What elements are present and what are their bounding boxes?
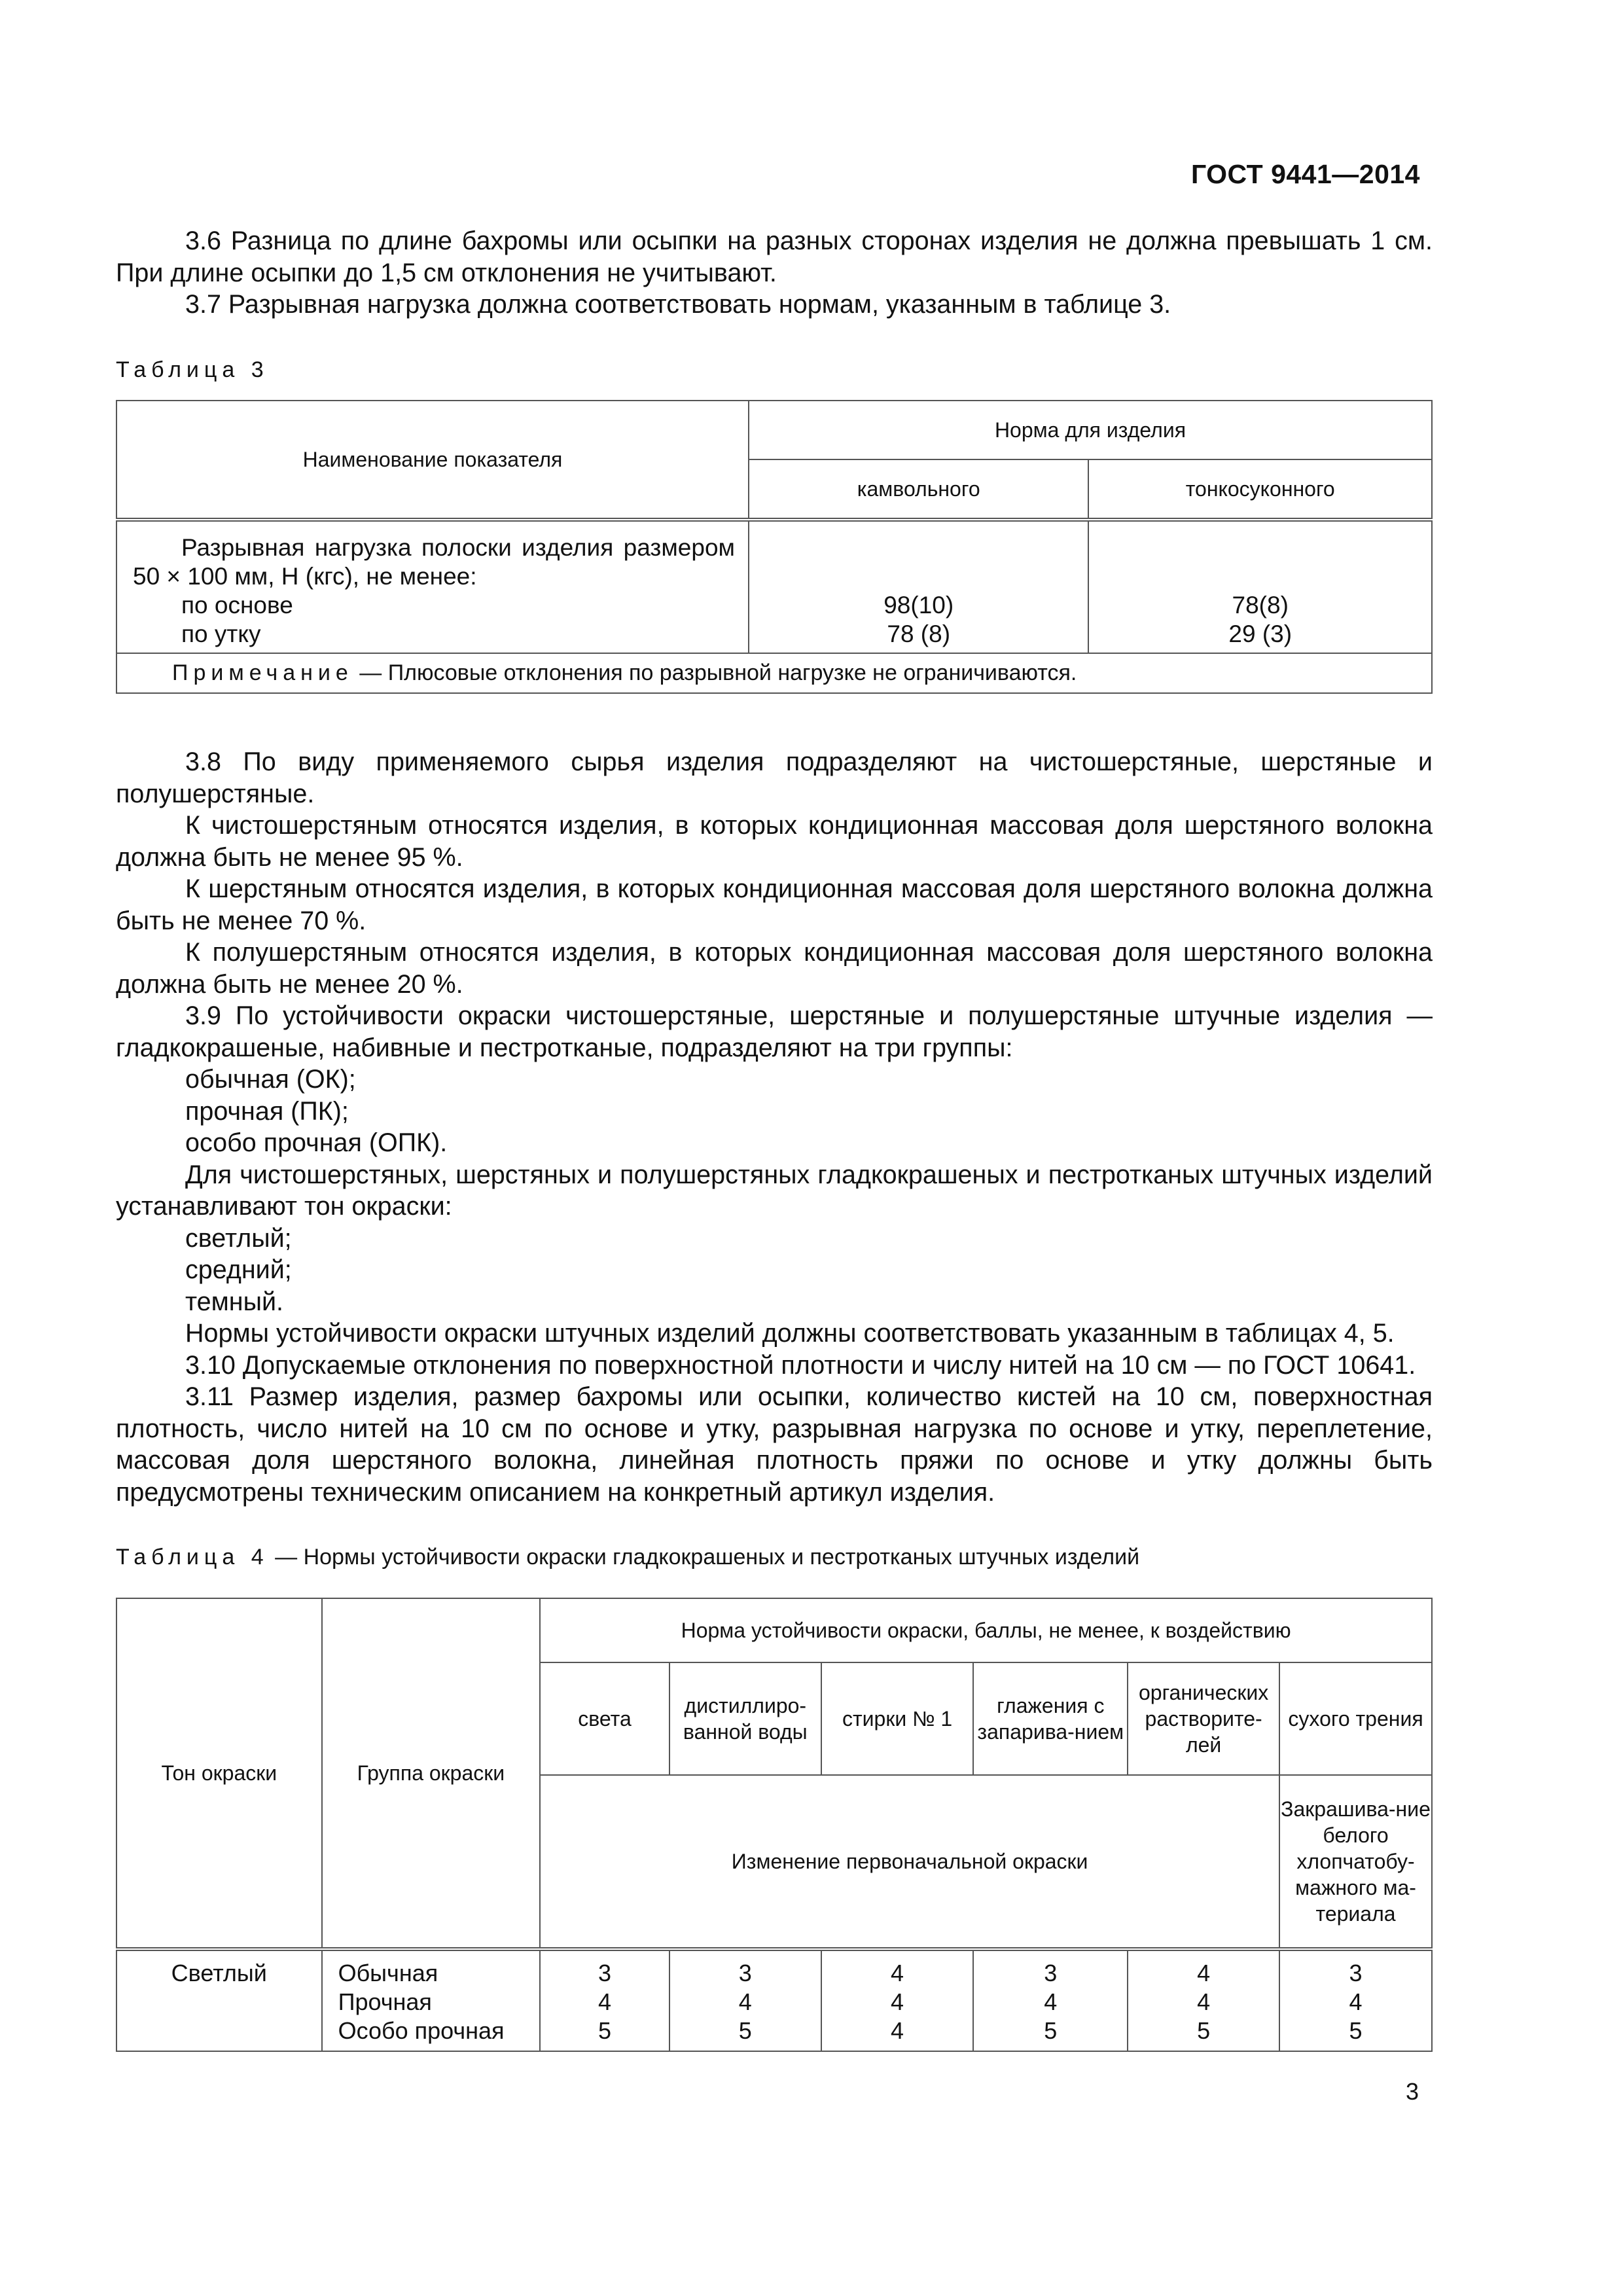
t4-group-opk: Особо прочная [338, 2017, 505, 2044]
t4-cell: 3 [738, 1960, 752, 1986]
paragraph-3-10: 3.10 Допускаемые отклонения по поверхностной плотности и числу нитей на 10 см — по ГОСТ 10641. [185, 1350, 1416, 1380]
t4-stain-label: Закрашива-ние белого хлопчатобу-мажного ма-териала [1279, 1775, 1432, 1949]
list-item-ok: обычная (ОК); [185, 1065, 356, 1094]
t4-cell: 5 [1044, 2017, 1058, 2044]
list-item-medium: средний; [185, 1255, 292, 1284]
t4-col-wash: стирки № 1 [821, 1662, 974, 1775]
t4-col-ironing: глажения с запарива-нием [973, 1662, 1128, 1775]
table4-caption-label: Таблица 4 [116, 1545, 269, 1570]
t4-col-light: света [540, 1662, 669, 1775]
t4-cell: 4 [1349, 1988, 1363, 2015]
list-item-light: светлый; [185, 1223, 292, 1253]
list-item-opk: особо прочная (ОПК). [185, 1128, 448, 1157]
t3-note-label: Примечание [172, 660, 353, 685]
table3-caption: Таблица 3 [116, 357, 269, 382]
table4-caption-text: — Нормы устойчивости окраски гладкокрашеных и пестротканых штучных изделий [268, 1545, 1140, 1570]
t4-col-dry-rub: сухого трения [1279, 1662, 1432, 1775]
list-item-pk: прочная (ПК); [185, 1096, 349, 1126]
table-3 [116, 400, 1433, 694]
middle-paragraphs [116, 746, 1433, 1508]
paragraph-3-8: 3.8 По виду применяемого сырья изделия подразделяют на чистошерстяные, шерстяные и полушерстяные. [116, 747, 1433, 808]
t4-cell: 4 [738, 1988, 752, 2015]
paragraph-wool-70: К шерстяным относятся изделия, в которых кондиционная массовая доля шерстяного волокна должна быть не менее 70 %. [116, 874, 1433, 935]
t4-values-solvents [1128, 1949, 1279, 2051]
t4-header-ton: Тон окраски [116, 1598, 322, 1949]
t4-cell: 5 [597, 2017, 612, 2044]
document-id: ГОСТ 9441—2014 [1190, 159, 1420, 189]
t4-ton-light: Светлый [116, 1949, 322, 2051]
t4-cell: 3 [1044, 1960, 1058, 1986]
t3-row-name [116, 520, 749, 653]
t3-tonk-osnova: 78(8) [1232, 592, 1289, 619]
t4-cell: 5 [738, 2017, 752, 2044]
t3-header-kamv: камвольного [749, 459, 1088, 520]
paragraph-3-6: 3.6 Разница по длине бахромы или осыпки на разных сторонах изделия не должна превышать 1 см. При длине осыпки до 1,5 см отклонения не учитывают. [116, 226, 1433, 287]
t3-header-tonk: тонкосуконного [1088, 459, 1432, 520]
t4-cell: 4 [597, 1988, 612, 2015]
t4-cell: 4 [891, 1960, 904, 1986]
t4-header-group: Группа окраски [322, 1598, 541, 1949]
t4-cell: 4 [1044, 1988, 1058, 2015]
t4-cell: 5 [1197, 2017, 1211, 2044]
t3-kamv-osnova: 98(10) [883, 592, 954, 619]
paragraph-3-9: 3.9 По устойчивости окраски чистошерстяные, шерстяные и полушерстяные штучные изделия — гладкокрашеные, набивные и пестротканые, подразделяют на три группы: [116, 1001, 1433, 1062]
t4-cell: 3 [1349, 1960, 1363, 1986]
table4-caption [116, 1545, 1139, 1570]
paragraph-3-7: 3.7 Разрывная нагрузка должна соответствовать нормам, указанным в таблице 3. [185, 290, 1171, 319]
paragraph-tone: Для чистошерстяных, шерстяных и полушерстяных гладкокрашеных и пестротканых штучных изделий устанавливают тон окраски: [116, 1160, 1433, 1221]
t4-values-ironing [973, 1949, 1128, 2051]
t4-cell: 4 [1197, 1988, 1211, 2015]
t4-values-light [540, 1949, 669, 2051]
t4-cell: 4 [891, 1988, 904, 2015]
table-4 [116, 1598, 1433, 2052]
paragraph-wool-95: К чистошерстяным относятся изделия, в которых кондиционная массовая доля шерстяного волокна должна быть не менее 95 %. [116, 811, 1433, 872]
t4-group-ok: Обычная [338, 1960, 438, 1986]
t3-tonk-values [1088, 520, 1432, 653]
t4-col-solvents: органических растворите-лей [1128, 1662, 1279, 1775]
paragraph-wool-20: К полушерстяным относятся изделия, в которых кондиционная массовая доля шерстяного волокна должна быть не менее 20 %. [116, 938, 1433, 999]
t3-row-osnova: по основе [181, 592, 293, 619]
t4-values-dry-rub [1279, 1949, 1432, 2051]
t3-kamv-utok: 78 (8) [887, 620, 951, 647]
t4-change-label: Изменение первоначальной окраски [540, 1775, 1279, 1949]
t4-col-water: дистиллиро-ванной воды [669, 1662, 821, 1775]
t4-group-pk: Прочная [338, 1988, 432, 2015]
t4-cell: 4 [1197, 1960, 1211, 1986]
t4-groups [322, 1949, 541, 2051]
t4-cell: 4 [891, 2017, 904, 2044]
list-item-dark: темный. [185, 1287, 284, 1316]
t4-values-water [669, 1949, 821, 2051]
t3-header-norm: Норма для изделия [749, 401, 1432, 459]
t3-tonk-utok: 29 (3) [1228, 620, 1293, 647]
t3-row-title: Разрывная нагрузка полоски изделия размером 50 × 100 мм, Н (кгс), не менее: [133, 534, 735, 590]
t3-header-name: Наименование показателя [116, 401, 749, 520]
t3-row-utok: по утку [181, 620, 261, 647]
paragraph-norms: Нормы устойчивости окраски штучных изделий должны соответствовать указанным в таблицах 4, 5. [185, 1319, 1395, 1348]
t4-cell: 3 [597, 1960, 612, 1986]
t4-cell: 5 [1349, 2017, 1363, 2044]
top-paragraphs [116, 225, 1433, 321]
paragraph-3-11: 3.11 Размер изделия, размер бахромы или осыпки, количество кистей на 10 см, поверхностная плотность, число нитей на 10 см по основе и утку, разрывная нагрузка по основе и утку, переплетение, массовая доля шерстяного волокна, линейная плотность пряжи по основе и утку должны быть предусмотрены техническим описанием на конкретный артикул изделия. [116, 1382, 1433, 1507]
t3-note-text: — Плюсовые отклонения по разрывной нагрузке не ограничиваются. [353, 660, 1077, 685]
page-number: 3 [1405, 2078, 1419, 2105]
t4-header-norm: Норма устойчивости окраски, баллы, не менее, к воздействию [540, 1598, 1432, 1662]
t3-kamv-values [749, 520, 1088, 653]
t4-values-wash [821, 1949, 974, 2051]
t3-note [116, 653, 1432, 693]
